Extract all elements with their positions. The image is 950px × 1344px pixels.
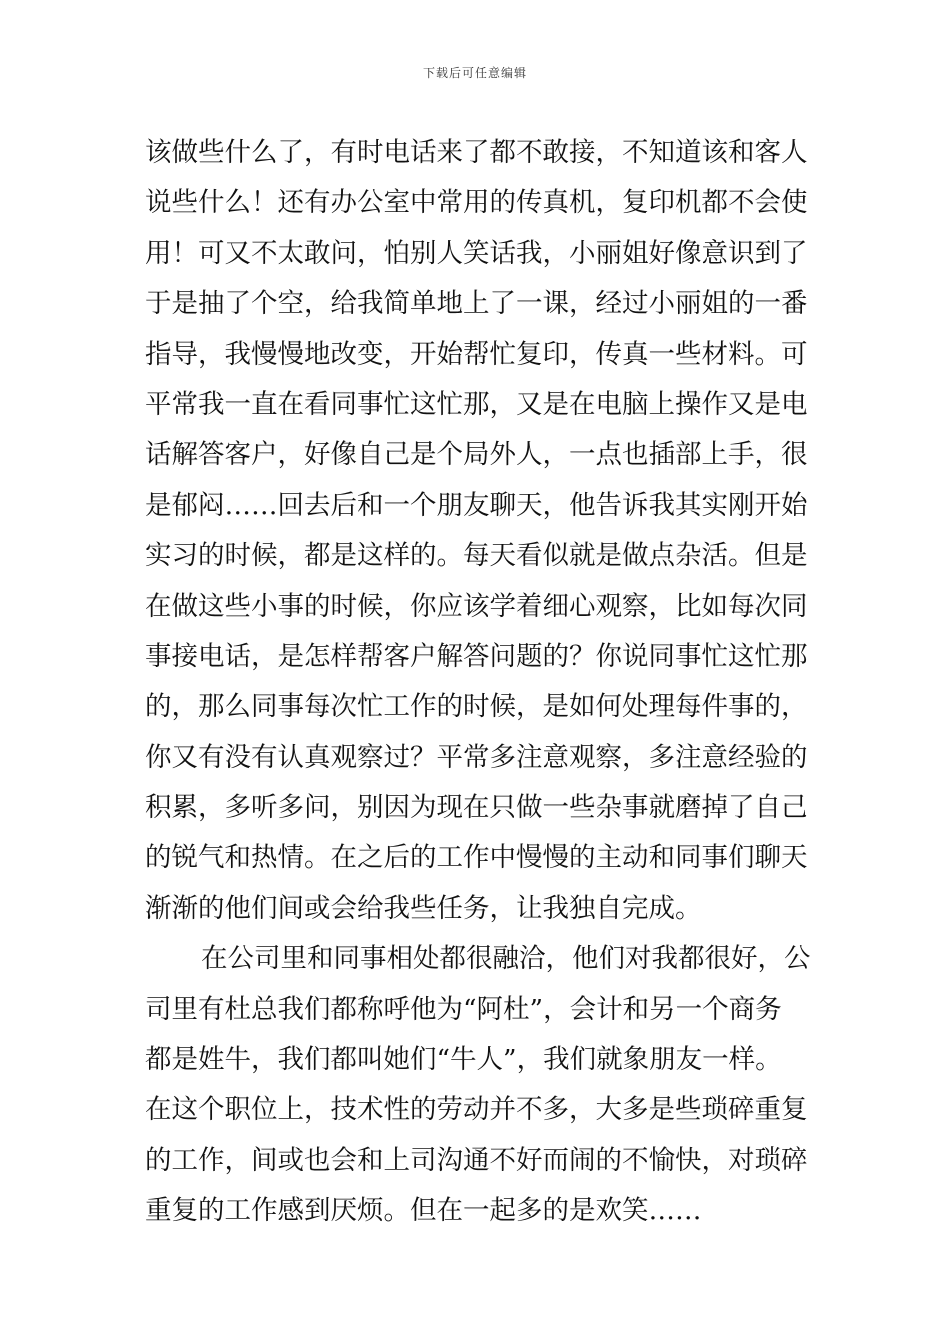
text-line: 是郁闷……回去后和一个朋友聊天，他告诉我其实刚开始: [145, 489, 808, 521]
text-line: 该做些什么了，有时电话来了都不敢接，不知道该和客人: [145, 137, 808, 168]
text-line: 在这个职位上，技术性的劳动并不多，大多是些琐碎重复: [145, 1094, 808, 1126]
text-line: 重复的工作感到厌烦。但在一起多的是欢笑……: [145, 1195, 702, 1227]
page-header: 下载后可任意编辑: [422, 66, 527, 80]
text-line: 说些什么！还有办公室中常用的传真机，复印机都不会使: [145, 187, 808, 219]
text-line: 你又有没有认真观察过？平常多注意观察，多注意经验的: [145, 741, 808, 773]
text-line: 实习的时候，都是这样的。每天看似就是做点杂活。但是: [145, 540, 808, 572]
text-line: 都是姓牛，我们都叫她们“牛人”，我们就象朋友一样。: [145, 1044, 782, 1076]
text-line: 指导，我慢慢地改变，开始帮忙复印，传真一些材料。可: [145, 338, 808, 370]
text-line: 在做这些小事的时候，你应该学着细心观察，比如每次同: [145, 590, 808, 622]
text-line: 用！可又不太敢问，怕别人笑话我，小丽姐好像意识到了: [145, 237, 808, 269]
text-line: 的工作，间或也会和上司沟通不好而闹的不愉快，对琐碎: [145, 1144, 808, 1176]
text-line: 话解答客户，好像自己是个局外人，一点也插部上手，很: [145, 439, 808, 471]
text-line: 的，那么同事每次忙工作的时候，是如何处理每件事的，: [145, 691, 808, 723]
text-line: 在公司里和同事相处都很融洽，他们对我都很好，公: [201, 943, 811, 975]
text-line: 于是抽了个空，给我简单地上了一课，经过小丽姐的一番: [145, 288, 808, 320]
text-line: 平常我一直在看同事忙这忙那，又是在电脑上操作又是电: [145, 388, 808, 420]
text-line: 事接电话，是怎样帮客户解答问题的？你说同事忙这忙那: [145, 640, 808, 672]
text-line: 渐渐的他们间或会给我些任务，让我独自完成。: [145, 892, 702, 924]
text-line: 司里有杜总我们都称呼他为“阿杜”，会计和另一个商务: [145, 993, 782, 1025]
paragraph: [145, 128, 807, 934]
text-line: 的锐气和热情。在之后的工作中慢慢的主动和同事们聊天: [145, 842, 808, 874]
paragraph: [145, 934, 811, 1236]
document-body: [145, 128, 811, 1237]
text-line: 积累，多听多问，别因为现在只做一些杂事就磨掉了自己: [145, 792, 808, 824]
